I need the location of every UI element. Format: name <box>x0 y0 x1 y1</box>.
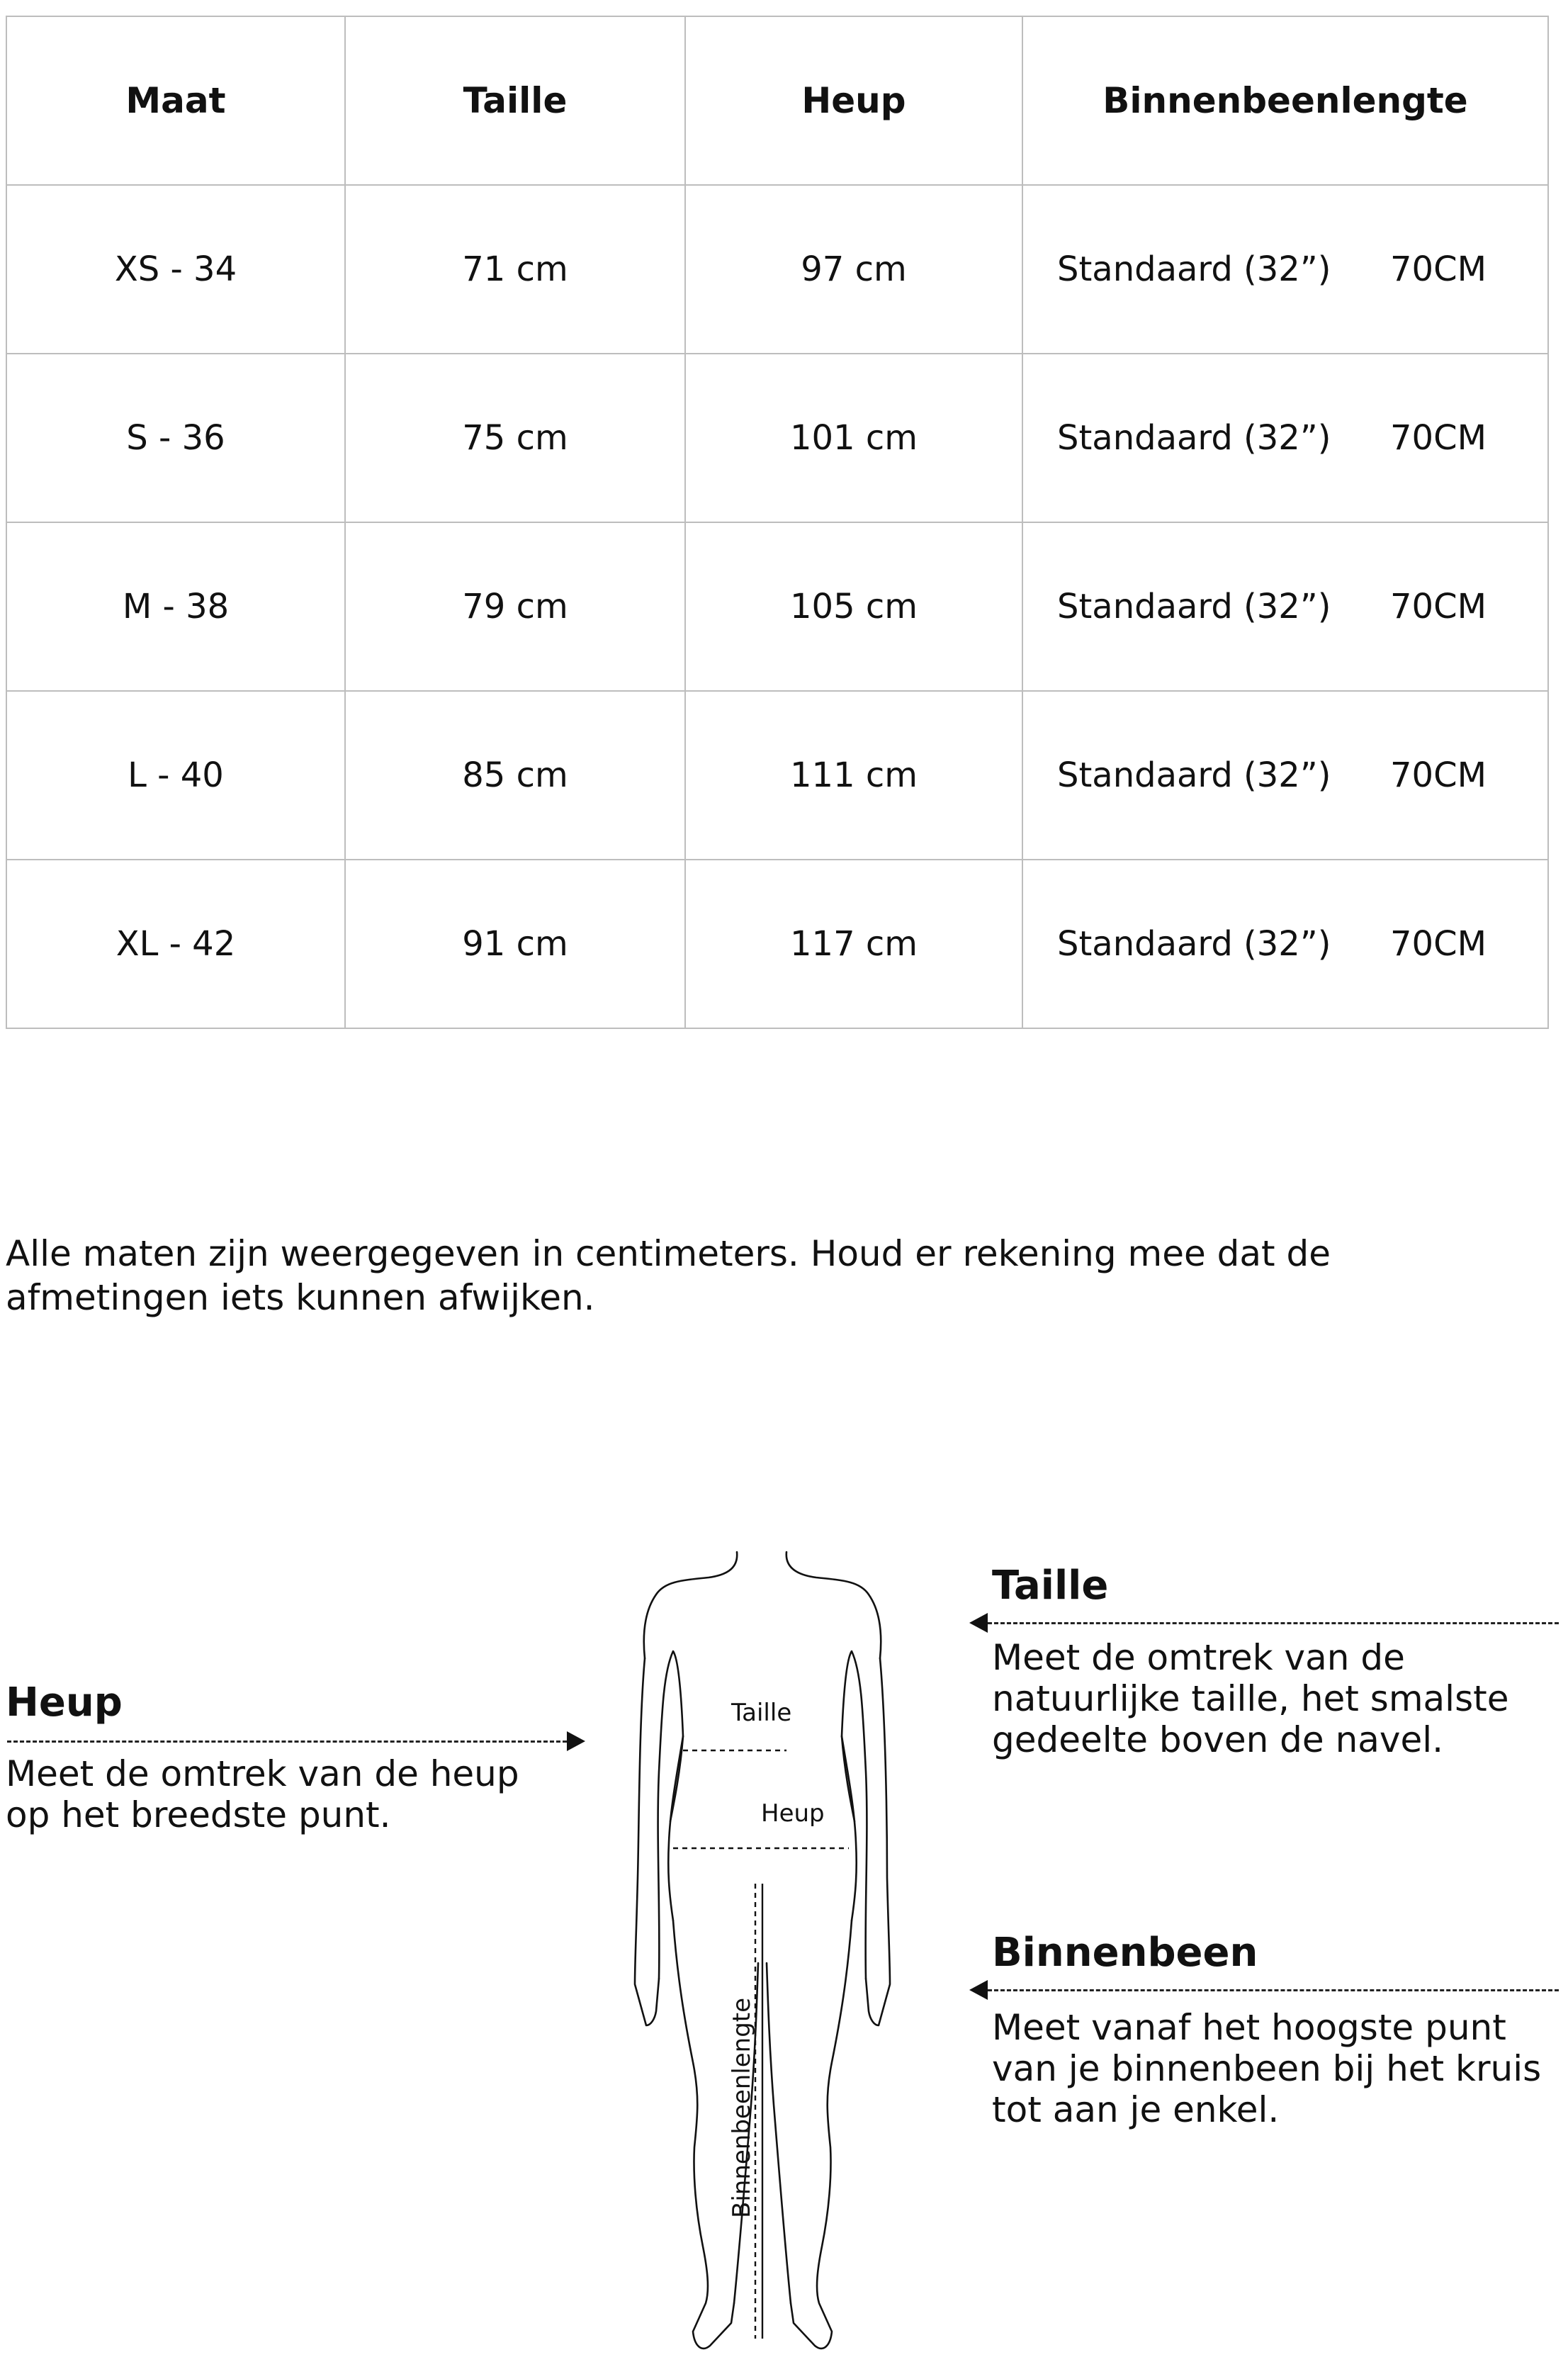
size-table <box>6 16 1549 1029</box>
table-row <box>6 522 1548 691</box>
header-maat: Maat <box>6 16 345 185</box>
guide-heup-text: Meet de omtrek van de heup op het breedste punt. <box>6 1753 519 1835</box>
cell-inseam <box>1022 522 1548 691</box>
figure-label-binnenbeenlengte: Binnenbeenlengte <box>728 1997 756 2218</box>
heup-arrow-line <box>7 1740 567 1743</box>
guide-binnenbeen <box>992 1930 1545 1976</box>
inseam-label: Standaard (32”) <box>1057 418 1331 458</box>
inseam-label: Standaard (32”) <box>1057 587 1331 626</box>
inseam-value: 70CM <box>1390 587 1487 626</box>
guide-binnenbeen-title: Binnenbeen <box>992 1930 1258 1976</box>
figure-label-taille: Taille <box>731 1699 792 1727</box>
guide-taille <box>992 1563 1545 1609</box>
table-header-row <box>6 16 1548 185</box>
table-row <box>6 354 1548 522</box>
guide-heup-desc <box>6 1753 558 1835</box>
cell-heup: 111 cm <box>685 691 1022 860</box>
figure-label-heup: Heup <box>761 1799 825 1828</box>
body-outline-icon <box>609 1538 907 2360</box>
cell-inseam <box>1022 691 1548 860</box>
body-figure <box>609 1538 907 2360</box>
header-binnenbeenlengte: Binnenbeenlengte <box>1022 16 1548 185</box>
arrow-left-icon <box>969 1980 988 2000</box>
binnenbeen-arrow-line <box>988 1989 1559 1991</box>
cell-maat: L - 40 <box>6 691 345 860</box>
cell-heup: 117 cm <box>685 860 1022 1028</box>
cell-heup: 97 cm <box>685 185 1022 354</box>
header-heup: Heup <box>685 16 1022 185</box>
cell-heup: 105 cm <box>685 522 1022 691</box>
guide-heup-title: Heup <box>6 1680 123 1726</box>
cell-taille: 79 cm <box>345 522 685 691</box>
inseam-value: 70CM <box>1390 924 1487 964</box>
table-row <box>6 691 1548 860</box>
inseam-label: Standaard (32”) <box>1057 755 1331 795</box>
guide-binnenbeen-text: Meet vanaf het hoogste punt van je binnenbeen bij het kruis tot aan je enkel. <box>992 2007 1542 2130</box>
arrow-left-icon <box>969 1613 988 1633</box>
cell-inseam <box>1022 185 1548 354</box>
cell-inseam <box>1022 860 1548 1028</box>
cell-maat: M - 38 <box>6 522 345 691</box>
guide-binnenbeen-desc <box>992 2007 1559 2130</box>
guide-taille-desc <box>992 1637 1559 1760</box>
measurement-note: Alle maten zijn weergegeven in centimeters. Houd er rekening mee dat de afmetingen iets kunnen afwijken. <box>6 1233 1331 1318</box>
cell-taille: 91 cm <box>345 860 685 1028</box>
cell-taille: 75 cm <box>345 354 685 522</box>
inseam-label: Standaard (32”) <box>1057 924 1331 964</box>
table-row <box>6 860 1548 1028</box>
inseam-value: 70CM <box>1390 755 1487 795</box>
cell-maat: XS - 34 <box>6 185 345 354</box>
cell-taille: 85 cm <box>345 691 685 860</box>
table-row <box>6 185 1548 354</box>
inseam-value: 70CM <box>1390 249 1487 289</box>
cell-maat: XL - 42 <box>6 860 345 1028</box>
inseam-value: 70CM <box>1390 418 1487 458</box>
cell-inseam <box>1022 354 1548 522</box>
guide-taille-title: Taille <box>992 1563 1109 1609</box>
header-taille: Taille <box>345 16 685 185</box>
guide-heup <box>6 1680 573 1726</box>
taille-arrow-line <box>988 1622 1559 1624</box>
cell-taille: 71 cm <box>345 185 685 354</box>
guide-taille-text: Meet de omtrek van de natuurlijke taille, het smalste gedeelte boven de navel. <box>992 1637 1509 1760</box>
cell-heup: 101 cm <box>685 354 1022 522</box>
inseam-label: Standaard (32”) <box>1057 249 1331 289</box>
cell-maat: S - 36 <box>6 354 345 522</box>
arrow-right-icon <box>567 1731 585 1751</box>
